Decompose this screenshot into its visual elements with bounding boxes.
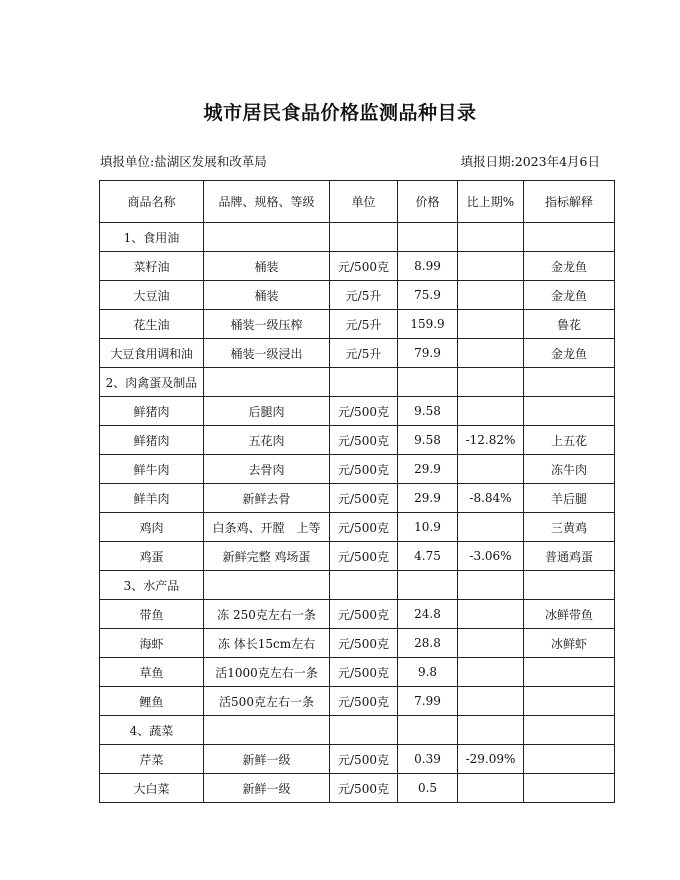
cell-price: 75.9 bbox=[398, 281, 458, 310]
cell-note: 普通鸡蛋 bbox=[524, 542, 615, 571]
cell-unit: 元/500克 bbox=[330, 542, 398, 571]
cell-product-name: 鸡肉 bbox=[100, 513, 204, 542]
category-row bbox=[100, 368, 615, 397]
empty-cell bbox=[330, 368, 398, 397]
category-row bbox=[100, 223, 615, 252]
empty-cell bbox=[204, 368, 330, 397]
empty-cell bbox=[458, 368, 524, 397]
cell-unit: 元/500克 bbox=[330, 513, 398, 542]
cell-product-name: 海虾 bbox=[100, 629, 204, 658]
cell-note bbox=[524, 745, 615, 774]
table-row bbox=[100, 426, 615, 455]
empty-cell bbox=[330, 223, 398, 252]
table-row bbox=[100, 513, 615, 542]
cell-price: 29.9 bbox=[398, 455, 458, 484]
cell-product-name: 大白菜 bbox=[100, 774, 204, 803]
cell-product-name: 带鱼 bbox=[100, 600, 204, 629]
empty-cell bbox=[524, 571, 615, 600]
category-label: 3、水产品 bbox=[100, 571, 204, 600]
cell-change bbox=[458, 774, 524, 803]
cell-product-name: 鲜牛肉 bbox=[100, 455, 204, 484]
table-row bbox=[100, 600, 615, 629]
cell-note: 羊后腿 bbox=[524, 484, 615, 513]
category-label: 2、肉禽蛋及制品 bbox=[100, 368, 204, 397]
empty-cell bbox=[330, 716, 398, 745]
table-body bbox=[100, 223, 615, 803]
cell-unit: 元/500克 bbox=[330, 397, 398, 426]
cell-spec: 活1000克左右一条 bbox=[204, 658, 330, 687]
cell-spec: 后腿肉 bbox=[204, 397, 330, 426]
cell-unit: 元/500克 bbox=[330, 484, 398, 513]
table-row bbox=[100, 629, 615, 658]
cell-note bbox=[524, 687, 615, 716]
cell-product-name: 花生油 bbox=[100, 310, 204, 339]
table-row bbox=[100, 455, 615, 484]
cell-unit: 元/500克 bbox=[330, 600, 398, 629]
document-title: 城市居民食品价格监测品种目录 bbox=[203, 102, 477, 124]
category-label: 4、蔬菜 bbox=[100, 716, 204, 745]
cell-product-name: 鸡蛋 bbox=[100, 542, 204, 571]
empty-cell bbox=[524, 223, 615, 252]
cell-spec: 新鲜一级 bbox=[204, 745, 330, 774]
cell-spec: 冻 250克左右一条 bbox=[204, 600, 330, 629]
header-note: 指标解释 bbox=[524, 181, 615, 223]
cell-price: 0.5 bbox=[398, 774, 458, 803]
cell-note: 三黄鸡 bbox=[524, 513, 615, 542]
cell-price: 159.9 bbox=[398, 310, 458, 339]
cell-note: 上五花 bbox=[524, 426, 615, 455]
cell-change: -12.82% bbox=[458, 426, 524, 455]
reporting-date: 填报日期:2023年4月6日 bbox=[460, 154, 600, 169]
table-row bbox=[100, 774, 615, 803]
cell-spec: 活500克左右一条 bbox=[204, 687, 330, 716]
empty-cell bbox=[398, 716, 458, 745]
cell-change bbox=[458, 397, 524, 426]
cell-unit: 元/500克 bbox=[330, 252, 398, 281]
table-row bbox=[100, 397, 615, 426]
cell-unit: 元/500克 bbox=[330, 629, 398, 658]
cell-product-name: 大豆油 bbox=[100, 281, 204, 310]
cell-unit: 元/500克 bbox=[330, 745, 398, 774]
cell-change: -8.84% bbox=[458, 484, 524, 513]
cell-spec: 冻 体长15cm左右 bbox=[204, 629, 330, 658]
cell-spec: 新鲜完整 鸡场蛋 bbox=[204, 542, 330, 571]
cell-spec: 桶装一级浸出 bbox=[204, 339, 330, 368]
category-row bbox=[100, 716, 615, 745]
header-spec: 品牌、规格、等级 bbox=[204, 181, 330, 223]
cell-unit: 元/5升 bbox=[330, 339, 398, 368]
empty-cell bbox=[458, 223, 524, 252]
cell-change: -3.06% bbox=[458, 542, 524, 571]
empty-cell bbox=[458, 716, 524, 745]
price-table bbox=[99, 180, 615, 803]
cell-product-name: 鲜猪肉 bbox=[100, 426, 204, 455]
empty-cell bbox=[524, 716, 615, 745]
cell-price: 28.8 bbox=[398, 629, 458, 658]
cell-change bbox=[458, 281, 524, 310]
cell-note: 冻牛肉 bbox=[524, 455, 615, 484]
header-price: 价格 bbox=[398, 181, 458, 223]
cell-note: 鲁花 bbox=[524, 310, 615, 339]
cell-note: 冰鲜带鱼 bbox=[524, 600, 615, 629]
cell-unit: 元/500克 bbox=[330, 687, 398, 716]
header-change: 比上期% bbox=[458, 181, 524, 223]
cell-product-name: 芹菜 bbox=[100, 745, 204, 774]
empty-cell bbox=[204, 223, 330, 252]
empty-cell bbox=[524, 368, 615, 397]
cell-price: 7.99 bbox=[398, 687, 458, 716]
header-product-name: 商品名称 bbox=[100, 181, 204, 223]
table-row bbox=[100, 658, 615, 687]
cell-change: -29.09% bbox=[458, 745, 524, 774]
header-unit: 单位 bbox=[330, 181, 398, 223]
table-row bbox=[100, 310, 615, 339]
table-row bbox=[100, 687, 615, 716]
cell-change bbox=[458, 600, 524, 629]
cell-note: 冰鲜虾 bbox=[524, 629, 615, 658]
table-row bbox=[100, 484, 615, 513]
empty-cell bbox=[398, 368, 458, 397]
cell-change bbox=[458, 455, 524, 484]
cell-spec: 桶装一级压榨 bbox=[204, 310, 330, 339]
cell-note bbox=[524, 774, 615, 803]
cell-change bbox=[458, 339, 524, 368]
empty-cell bbox=[398, 223, 458, 252]
empty-cell bbox=[204, 716, 330, 745]
empty-cell bbox=[330, 571, 398, 600]
cell-price: 4.75 bbox=[398, 542, 458, 571]
cell-product-name: 鲤鱼 bbox=[100, 687, 204, 716]
cell-change bbox=[458, 252, 524, 281]
cell-unit: 元/500克 bbox=[330, 426, 398, 455]
table-header-row bbox=[100, 181, 615, 223]
cell-product-name: 草鱼 bbox=[100, 658, 204, 687]
cell-change bbox=[458, 310, 524, 339]
cell-note: 金龙鱼 bbox=[524, 281, 615, 310]
empty-cell bbox=[398, 571, 458, 600]
table-row bbox=[100, 339, 615, 368]
cell-unit: 元/500克 bbox=[330, 455, 398, 484]
cell-spec: 新鲜去骨 bbox=[204, 484, 330, 513]
category-row bbox=[100, 571, 615, 600]
cell-product-name: 鲜羊肉 bbox=[100, 484, 204, 513]
empty-cell bbox=[204, 571, 330, 600]
cell-change bbox=[458, 658, 524, 687]
cell-change bbox=[458, 513, 524, 542]
cell-spec: 新鲜一级 bbox=[204, 774, 330, 803]
cell-note bbox=[524, 658, 615, 687]
cell-unit: 元/500克 bbox=[330, 658, 398, 687]
cell-spec: 桶装 bbox=[204, 252, 330, 281]
cell-spec: 去骨肉 bbox=[204, 455, 330, 484]
table-row bbox=[100, 745, 615, 774]
cell-price: 79.9 bbox=[398, 339, 458, 368]
cell-unit: 元/5升 bbox=[330, 310, 398, 339]
table-row bbox=[100, 542, 615, 571]
cell-price: 0.39 bbox=[398, 745, 458, 774]
cell-price: 10.9 bbox=[398, 513, 458, 542]
cell-note: 金龙鱼 bbox=[524, 339, 615, 368]
cell-unit: 元/500克 bbox=[330, 774, 398, 803]
cell-product-name: 鲜猪肉 bbox=[100, 397, 204, 426]
cell-price: 24.8 bbox=[398, 600, 458, 629]
cell-price: 8.99 bbox=[398, 252, 458, 281]
cell-spec: 桶装 bbox=[204, 281, 330, 310]
cell-price: 9.58 bbox=[398, 397, 458, 426]
cell-product-name: 菜籽油 bbox=[100, 252, 204, 281]
empty-cell bbox=[458, 571, 524, 600]
cell-spec: 白条鸡、开膛 上等 bbox=[204, 513, 330, 542]
cell-price: 9.58 bbox=[398, 426, 458, 455]
cell-product-name: 大豆食用调和油 bbox=[100, 339, 204, 368]
table-row bbox=[100, 281, 615, 310]
cell-note bbox=[524, 397, 615, 426]
category-label: 1、食用油 bbox=[100, 223, 204, 252]
cell-change bbox=[458, 629, 524, 658]
cell-unit: 元/5升 bbox=[330, 281, 398, 310]
cell-price: 29.9 bbox=[398, 484, 458, 513]
cell-change bbox=[458, 687, 524, 716]
cell-note: 金龙鱼 bbox=[524, 252, 615, 281]
table-row bbox=[100, 252, 615, 281]
reporting-unit: 填报单位:盐湖区发展和改革局 bbox=[100, 154, 267, 169]
cell-price: 9.8 bbox=[398, 658, 458, 687]
cell-spec: 五花肉 bbox=[204, 426, 330, 455]
